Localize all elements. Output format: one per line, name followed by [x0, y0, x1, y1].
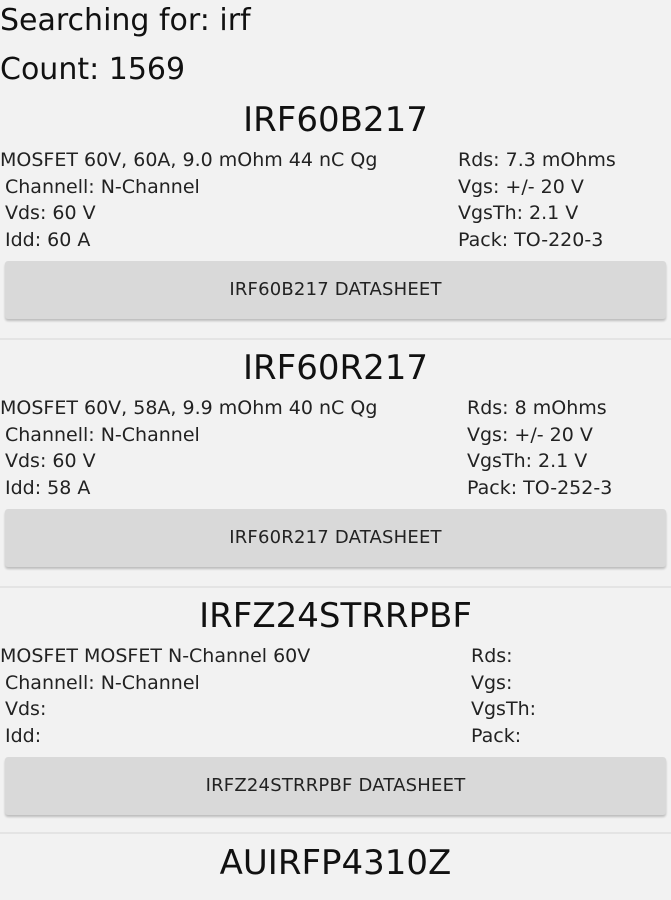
part-name: IRFZ24STRRPBF [199, 596, 472, 636]
part-vgs: Vgs: [471, 671, 513, 694]
divider [0, 338, 671, 340]
part-vgsth: VgsTh: [471, 698, 537, 720]
part-name: AUIRFP4310Z [219, 843, 452, 883]
part-pack: Pack: TO-252-3 [467, 476, 613, 499]
datasheet-button[interactable]: IRF60B217 DATASHEET [5, 261, 666, 319]
part-rds: Rds: 7.3 mOhms [458, 149, 616, 171]
part-name: IRF60R217 [243, 348, 428, 388]
part-pack: Pack: TO-220-3 [458, 228, 604, 251]
part-pack: Pack: [471, 724, 522, 747]
part-vgs: Vgs: +/- 20 V [467, 423, 593, 446]
part-specs-left [0, 147, 377, 253]
part-vds: Vds: 60 V [5, 202, 96, 224]
part-specs-right [458, 147, 616, 253]
part-vds: Vds: [5, 698, 47, 720]
part-specs-left [0, 395, 377, 501]
part-card [0, 593, 671, 841]
part-idd: Idd: 60 A [5, 228, 91, 251]
part-card [0, 97, 671, 345]
datasheet-button[interactable]: IRF60R217 DATASHEET [5, 509, 666, 567]
part-card [0, 345, 671, 593]
part-channel: Channell: N-Channel [5, 423, 200, 446]
part-specs-right [467, 395, 612, 501]
part-idd: Idd: 58 A [5, 476, 91, 499]
part-vds: Vds: 60 V [5, 450, 96, 472]
part-description: MOSFET MOSFET N-Channel 60V [0, 645, 311, 667]
divider [0, 586, 671, 588]
datasheet-button[interactable]: IRFZ24STRRPBF DATASHEET [5, 757, 666, 815]
part-card [0, 840, 671, 900]
part-specs-left [0, 643, 310, 749]
part-rds: Rds: [471, 645, 513, 667]
divider [0, 832, 671, 834]
part-description: MOSFET 60V, 60A, 9.0 mOhm 44 nC Qg [0, 149, 378, 171]
result-count-label: Count: 1569 [0, 52, 186, 87]
part-specs-right [471, 643, 536, 749]
search-query-label: Searching for: irf [0, 3, 251, 38]
part-channel: Channell: N-Channel [5, 175, 200, 198]
part-idd: Idd: [5, 724, 42, 747]
part-rds: Rds: 8 mOhms [467, 397, 607, 419]
part-name: IRF60B217 [243, 100, 428, 140]
part-vgsth: VgsTh: 2.1 V [467, 450, 588, 472]
part-description: MOSFET 60V, 58A, 9.9 mOhm 40 nC Qg [0, 397, 378, 419]
part-channel: Channell: N-Channel [5, 671, 200, 694]
part-vgs: Vgs: +/- 20 V [458, 175, 584, 198]
part-vgsth: VgsTh: 2.1 V [458, 202, 579, 224]
